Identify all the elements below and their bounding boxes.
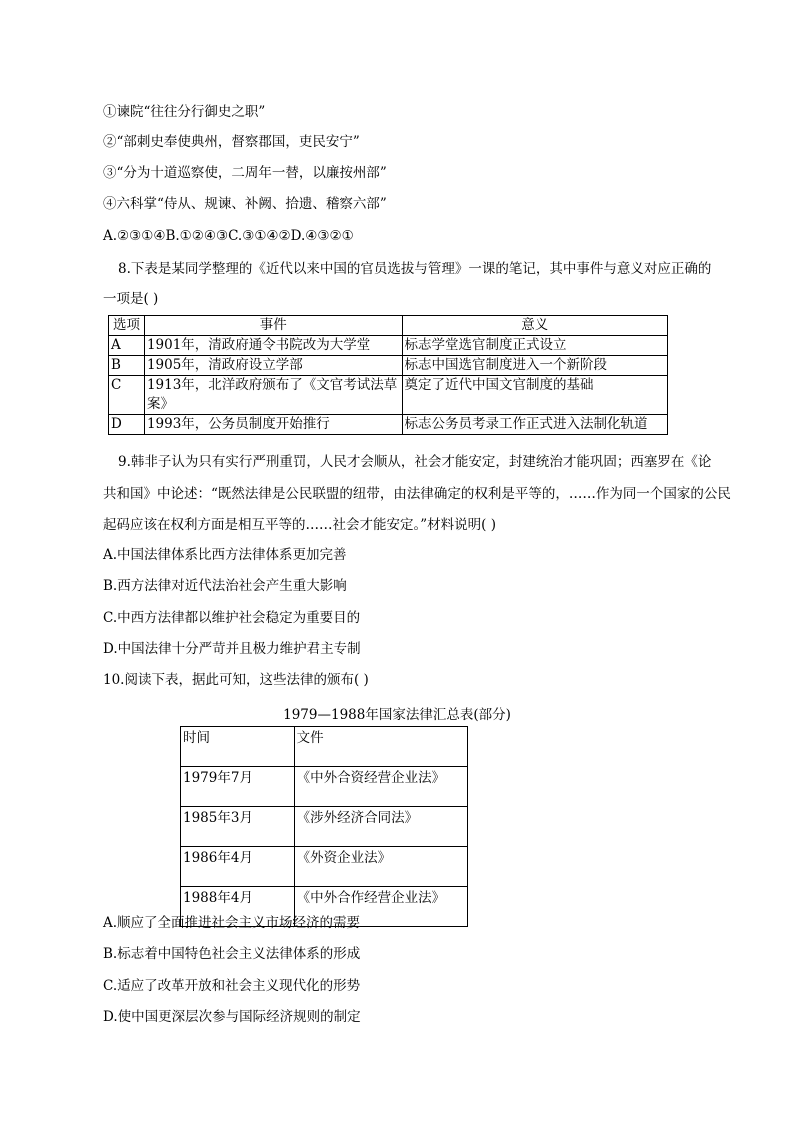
cell-option: C (109, 376, 145, 415)
q8-stem-line1: 8.下表是某同学整理的《近代以来中国的官员选拔与管理》一课的笔记，其中事件与意义对应正确的 (118, 261, 712, 277)
cell-option: B (109, 356, 145, 376)
cell-time: 1986年4月 (181, 847, 295, 887)
table-row (109, 415, 668, 435)
cell-event: 1913年，北洋政府颁布了《文官考试法草案》 (144, 376, 402, 415)
q7-item-2: ②“部刺史奉使典州，督察郡国，吏民安宁” (103, 134, 360, 150)
table-row (181, 847, 468, 887)
header-document: 文件 (294, 727, 467, 767)
q10-option-a: A.顺应了全面推进社会主义市场经济的需要 (103, 915, 361, 931)
table-row (109, 356, 668, 376)
q9-stem-line1: 9.韩非子认为只有实行严刑重罚，人民才会顺从，社会才能安定，封建统治才能巩固；西塞罗在《论 (118, 454, 712, 470)
q7-item-1: ①谏院“往往分行御史之职” (103, 104, 266, 120)
cell-time: 1988年4月 (181, 887, 295, 927)
q9-stem-line2: 共和国》中论述：“既然法律是公民联盟的纽带，由法律确定的权利是平等的，……作为同一个国家的公民 (103, 486, 731, 502)
header-meaning: 意义 (402, 316, 668, 336)
header-option: 选项 (109, 316, 145, 336)
table-row (109, 336, 668, 356)
q7-item-3: ③“分为十道巡察使，二周年一替，以廉按州部” (103, 165, 387, 181)
q8-table (108, 315, 668, 435)
cell-time: 1985年3月 (181, 807, 295, 847)
q10-option-c: C.适应了改革开放和社会主义现代化的形势 (103, 978, 361, 994)
q10-table-title: 1979—1988年国家法律汇总表(部分) (283, 707, 511, 723)
q7-item-4: ④六科掌“侍从、规谏、补阙、拾遗、稽察六部” (103, 196, 387, 212)
table-row (109, 376, 668, 415)
cell-meaning: 标志学堂选官制度正式设立 (402, 336, 668, 356)
table-row (181, 767, 468, 807)
cell-document: 《涉外经济合同法》 (294, 807, 467, 847)
cell-event: 1993年，公务员制度开始推行 (144, 415, 402, 435)
cell-document: 《中外合资经营企业法》 (294, 767, 467, 807)
q9-option-c: C.中西方法律都以维护社会稳定为重要目的 (103, 610, 361, 626)
q7-options: A.②③①④B.①②④③C.③①④②D.④③②① (103, 228, 354, 244)
q10-option-b: B.标志着中国特色社会主义法律体系的形成 (103, 946, 361, 962)
cell-meaning: 标志公务员考录工作正式进入法制化轨道 (402, 415, 668, 435)
cell-document: 《外资企业法》 (294, 847, 467, 887)
table-header-row (181, 727, 468, 767)
q10-table (180, 726, 468, 927)
cell-time: 1979年7月 (181, 767, 295, 807)
q10-option-d: D.使中国更深层次参与国际经济规则的制定 (103, 1009, 361, 1025)
q8-stem-line2: 一项是( ) (103, 291, 159, 307)
table-header-row (109, 316, 668, 336)
cell-option: A (109, 336, 145, 356)
q9-option-d: D.中国法律十分严苛并且极力维护君主专制 (103, 641, 361, 657)
cell-event: 1901年，清政府通令书院改为大学堂 (144, 336, 402, 356)
table-row (181, 807, 468, 847)
header-event: 事件 (144, 316, 402, 336)
q10-stem: 10.阅读下表，据此可知，这些法律的颁布( ) (103, 672, 369, 688)
cell-document: 《中外合作经营企业法》 (294, 887, 467, 927)
cell-meaning: 标志中国选官制度进入一个新阶段 (402, 356, 668, 376)
q9-option-b: B.西方法律对近代法治社会产生重大影响 (103, 578, 347, 594)
cell-meaning: 奠定了近代中国文官制度的基础 (402, 376, 668, 415)
q9-option-a: A.中国法律体系比西方法律体系更加完善 (103, 547, 347, 563)
cell-option: D (109, 415, 145, 435)
q9-stem-line3: 起码应该在权利方面是相互平等的……社会才能安定。”材料说明( ) (103, 517, 496, 533)
cell-event: 1905年，清政府设立学部 (144, 356, 402, 376)
header-time: 时间 (181, 727, 295, 767)
